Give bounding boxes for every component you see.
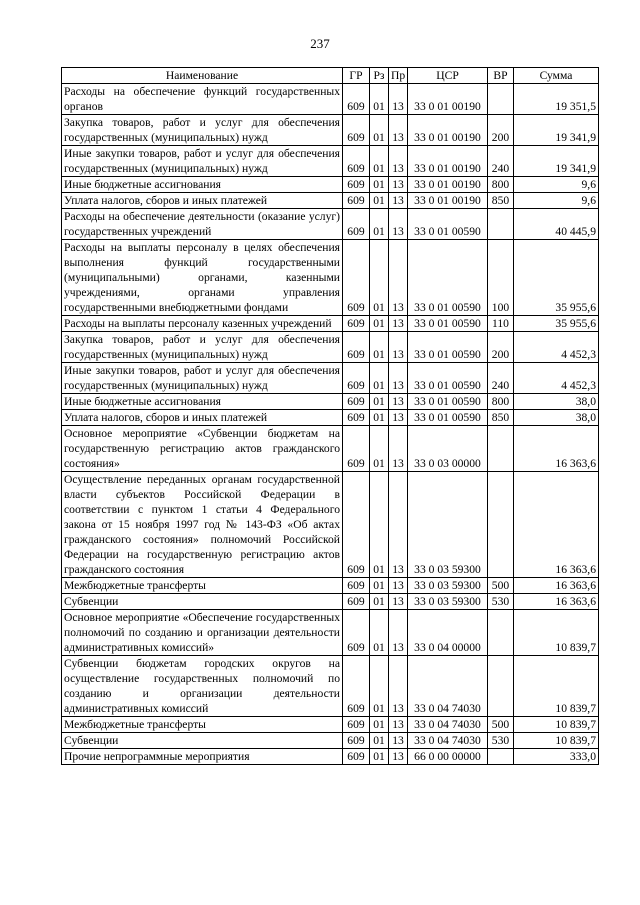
row-pr: 13 (389, 717, 408, 733)
table-row (62, 578, 599, 594)
row-gr: 609 (343, 146, 370, 177)
row-pr: 13 (389, 316, 408, 332)
row-sum: 40 445,9 (514, 209, 599, 240)
row-gr: 609 (343, 472, 370, 578)
row-vr: 800 (488, 394, 514, 410)
row-pr: 13 (389, 426, 408, 472)
table-row (62, 193, 599, 209)
table-row (62, 410, 599, 426)
row-rz: 01 (370, 177, 389, 193)
row-csr: 33 0 01 00190 (408, 177, 488, 193)
row-csr: 33 0 01 00190 (408, 146, 488, 177)
row-sum: 16 363,6 (514, 594, 599, 610)
table-row (62, 717, 599, 733)
row-gr: 609 (343, 578, 370, 594)
row-name: Расходы на обеспечение функций государственных органов (62, 84, 343, 115)
row-vr: 110 (488, 316, 514, 332)
row-name: Основное мероприятие «Субвенции бюджетам на государственную регистрацию актов гражданского состояния» (62, 426, 343, 472)
row-sum: 16 363,6 (514, 578, 599, 594)
row-gr: 609 (343, 363, 370, 394)
row-rz: 01 (370, 410, 389, 426)
row-rz: 01 (370, 426, 389, 472)
table-row (62, 177, 599, 193)
row-name: Уплата налогов, сборов и иных платежей (62, 193, 343, 209)
row-pr: 13 (389, 472, 408, 578)
row-rz: 01 (370, 394, 389, 410)
table-row (62, 240, 599, 316)
row-csr: 33 0 01 00590 (408, 316, 488, 332)
row-rz: 01 (370, 749, 389, 765)
row-gr: 609 (343, 240, 370, 316)
row-csr: 33 0 01 00590 (408, 209, 488, 240)
row-csr: 33 0 03 59300 (408, 594, 488, 610)
row-sum: 10 839,7 (514, 717, 599, 733)
row-sum: 10 839,7 (514, 733, 599, 749)
row-name: Осуществление переданных органам государственной власти субъектов Российской Федерации в соответствии с пунктом 1 статьи 4 Федерального закона от 15 ноября 1997 год № 143-ФЗ «Об актах гражданского состояния» полномочий Российской Федерации на государственную регистрацию актов гражданского состояния (62, 472, 343, 578)
row-sum: 333,0 (514, 749, 599, 765)
row-gr: 609 (343, 610, 370, 656)
row-vr: 240 (488, 363, 514, 394)
row-name: Расходы на выплаты персоналу казенных учреждений (62, 316, 343, 332)
table-row (62, 363, 599, 394)
row-pr: 13 (389, 656, 408, 717)
row-vr: 500 (488, 578, 514, 594)
row-name: Субвенции бюджетам городских округов на осуществление государственных полномочий по созданию и организации деятельности административных комиссий (62, 656, 343, 717)
header-csr: ЦСР (408, 68, 488, 84)
header-vr: ВР (488, 68, 514, 84)
row-pr: 13 (389, 332, 408, 363)
row-pr: 13 (389, 115, 408, 146)
row-pr: 13 (389, 209, 408, 240)
row-vr: 240 (488, 146, 514, 177)
row-pr: 13 (389, 84, 408, 115)
table-row (62, 115, 599, 146)
row-csr: 33 0 03 00000 (408, 426, 488, 472)
row-name: Основное мероприятие «Обеспечение государственных полномочий по созданию и организации деятельности административных комиссий» (62, 610, 343, 656)
row-rz: 01 (370, 610, 389, 656)
row-name: Иные закупки товаров, работ и услуг для обеспечения государственных (муниципальных) нужд (62, 146, 343, 177)
row-rz: 01 (370, 717, 389, 733)
row-name: Закупка товаров, работ и услуг для обеспечения государственных (муниципальных) нужд (62, 115, 343, 146)
row-csr: 33 0 04 74030 (408, 717, 488, 733)
row-vr (488, 209, 514, 240)
row-gr: 609 (343, 115, 370, 146)
row-name: Межбюджетные трансферты (62, 578, 343, 594)
row-vr (488, 426, 514, 472)
table-row (62, 733, 599, 749)
row-csr: 66 0 00 00000 (408, 749, 488, 765)
row-pr: 13 (389, 177, 408, 193)
table-row (62, 209, 599, 240)
row-pr: 13 (389, 594, 408, 610)
row-pr: 13 (389, 240, 408, 316)
row-vr: 850 (488, 410, 514, 426)
row-vr: 850 (488, 193, 514, 209)
row-gr: 609 (343, 84, 370, 115)
row-csr: 33 0 04 74030 (408, 656, 488, 717)
row-gr: 609 (343, 209, 370, 240)
row-csr: 33 0 01 00190 (408, 84, 488, 115)
row-vr: 200 (488, 115, 514, 146)
table-row (62, 610, 599, 656)
row-vr: 530 (488, 733, 514, 749)
row-vr: 100 (488, 240, 514, 316)
row-rz: 01 (370, 115, 389, 146)
row-rz: 01 (370, 472, 389, 578)
row-gr: 609 (343, 749, 370, 765)
row-rz: 01 (370, 363, 389, 394)
table-row (62, 472, 599, 578)
row-gr: 609 (343, 733, 370, 749)
row-gr: 609 (343, 426, 370, 472)
row-vr (488, 610, 514, 656)
table-row (62, 594, 599, 610)
row-sum: 9,6 (514, 177, 599, 193)
row-name: Иные закупки товаров, работ и услуг для обеспечения государственных (муниципальных) нужд (62, 363, 343, 394)
row-gr: 609 (343, 717, 370, 733)
row-sum: 35 955,6 (514, 316, 599, 332)
row-sum: 38,0 (514, 410, 599, 426)
row-sum: 19 341,9 (514, 146, 599, 177)
row-csr: 33 0 03 59300 (408, 578, 488, 594)
page-number: 237 (310, 36, 330, 51)
row-vr (488, 656, 514, 717)
row-pr: 13 (389, 578, 408, 594)
row-gr: 609 (343, 332, 370, 363)
table-row (62, 656, 599, 717)
row-gr: 609 (343, 594, 370, 610)
row-name: Межбюджетные трансферты (62, 717, 343, 733)
row-name: Расходы на выплаты персоналу в целях обеспечения выполнения функций государственными (муниципальными) органами, казенными учреждениями, органами управления государственными внебюджетными фондами (62, 240, 343, 316)
row-gr: 609 (343, 193, 370, 209)
row-csr: 33 0 01 00190 (408, 115, 488, 146)
row-sum: 4 452,3 (514, 332, 599, 363)
row-sum: 19 341,9 (514, 115, 599, 146)
row-vr: 530 (488, 594, 514, 610)
row-sum: 9,6 (514, 193, 599, 209)
row-vr (488, 749, 514, 765)
row-gr: 609 (343, 410, 370, 426)
row-pr: 13 (389, 193, 408, 209)
row-rz: 01 (370, 733, 389, 749)
row-rz: 01 (370, 316, 389, 332)
row-csr: 33 0 01 00190 (408, 193, 488, 209)
row-rz: 01 (370, 84, 389, 115)
table-row (62, 316, 599, 332)
row-csr: 33 0 01 00590 (408, 332, 488, 363)
header-name: Наименование (62, 68, 343, 84)
row-csr: 33 0 04 00000 (408, 610, 488, 656)
row-rz: 01 (370, 594, 389, 610)
row-sum: 4 452,3 (514, 363, 599, 394)
row-pr: 13 (389, 749, 408, 765)
row-vr (488, 84, 514, 115)
row-sum: 35 955,6 (514, 240, 599, 316)
row-name: Закупка товаров, работ и услуг для обеспечения государственных (муниципальных) нужд (62, 332, 343, 363)
row-sum: 10 839,7 (514, 610, 599, 656)
row-rz: 01 (370, 146, 389, 177)
row-name: Субвенции (62, 733, 343, 749)
row-name: Иные бюджетные ассигнования (62, 394, 343, 410)
row-csr: 33 0 01 00590 (408, 240, 488, 316)
row-vr: 200 (488, 332, 514, 363)
header-pr: Пр (389, 68, 408, 84)
row-pr: 13 (389, 410, 408, 426)
row-pr: 13 (389, 733, 408, 749)
budget-table (61, 67, 599, 765)
row-gr: 609 (343, 394, 370, 410)
row-csr: 33 0 01 00590 (408, 394, 488, 410)
row-sum: 16 363,6 (514, 472, 599, 578)
row-sum: 16 363,6 (514, 426, 599, 472)
row-gr: 609 (343, 656, 370, 717)
row-rz: 01 (370, 193, 389, 209)
row-rz: 01 (370, 578, 389, 594)
row-gr: 609 (343, 316, 370, 332)
row-rz: 01 (370, 240, 389, 316)
table-row (62, 749, 599, 765)
row-vr: 500 (488, 717, 514, 733)
row-rz: 01 (370, 209, 389, 240)
row-vr: 800 (488, 177, 514, 193)
table-row (62, 84, 599, 115)
row-csr: 33 0 01 00590 (408, 363, 488, 394)
table-row (62, 426, 599, 472)
row-name: Иные бюджетные ассигнования (62, 177, 343, 193)
row-sum: 10 839,7 (514, 656, 599, 717)
row-name: Уплата налогов, сборов и иных платежей (62, 410, 343, 426)
row-csr: 33 0 03 59300 (408, 472, 488, 578)
row-pr: 13 (389, 394, 408, 410)
row-csr: 33 0 04 74030 (408, 733, 488, 749)
row-pr: 13 (389, 610, 408, 656)
row-gr: 609 (343, 177, 370, 193)
table-row (62, 146, 599, 177)
table-header-row (62, 68, 599, 84)
row-name: Расходы на обеспечение деятельности (оказание услуг) государственных учреждений (62, 209, 343, 240)
header-rz: Рз (370, 68, 389, 84)
header-sum: Сумма (514, 68, 599, 84)
header-gr: ГР (343, 68, 370, 84)
row-sum: 38,0 (514, 394, 599, 410)
row-pr: 13 (389, 363, 408, 394)
row-vr (488, 472, 514, 578)
row-pr: 13 (389, 146, 408, 177)
table-row (62, 332, 599, 363)
row-sum: 19 351,5 (514, 84, 599, 115)
row-csr: 33 0 01 00590 (408, 410, 488, 426)
row-rz: 01 (370, 656, 389, 717)
row-rz: 01 (370, 332, 389, 363)
row-name: Субвенции (62, 594, 343, 610)
row-name: Прочие непрограммные мероприятия (62, 749, 343, 765)
table-row (62, 394, 599, 410)
